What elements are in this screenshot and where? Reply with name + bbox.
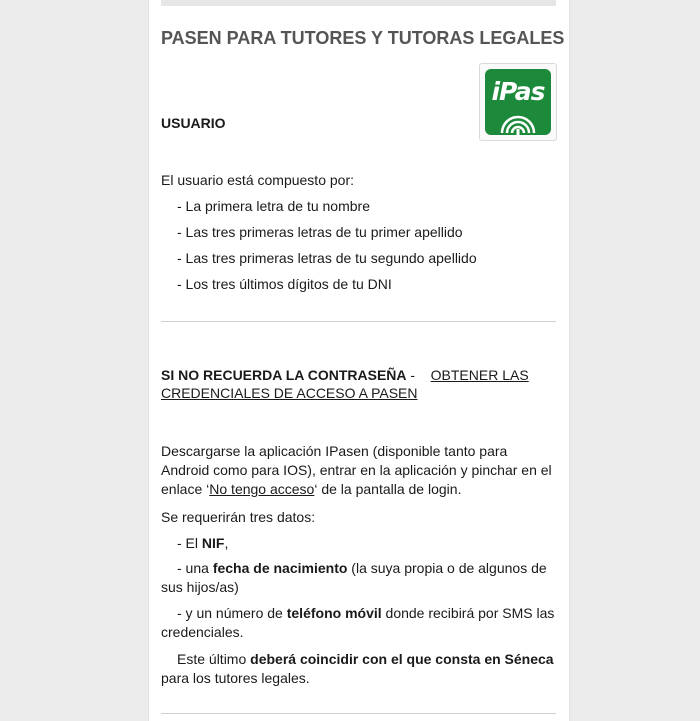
requirement-birthdate	[161, 559, 556, 597]
instructions-text: Descargarse la aplicación IPasen (disponible tanto para Android como para IOS), entrar en la aplicación y pinchar en el enlace ‘	[161, 443, 552, 497]
seneca-prefix: Este último	[177, 651, 251, 667]
fecha-prefix: - una	[177, 560, 213, 576]
usuario-intro: El usuario está compuesto por:	[161, 172, 354, 188]
fecha-suffix: (la suya propia o de algunos de sus hijos/as)	[161, 560, 547, 595]
tel-prefix: - y un número de	[177, 605, 287, 621]
nif-bold: NIF	[201, 535, 225, 551]
no-tengo-acceso-link[interactable]: No tengo acceso	[209, 481, 315, 497]
password-heading	[161, 366, 556, 402]
top-bar	[161, 0, 556, 6]
seneca-bold: deberá coincidir con el que consta en Séneca	[250, 651, 554, 667]
obtain-credentials-link[interactable]: OBTENER LAS CREDENCIALES DE ACCESO A PASEN	[161, 367, 529, 401]
logo-text: iPas	[491, 77, 545, 106]
heading-separator: -	[406, 367, 419, 383]
seneca-note	[161, 650, 556, 688]
requirement-phone	[161, 604, 556, 642]
seneca-suffix: para los tutores legales.	[161, 670, 310, 686]
list-item: - Las tres primeras letras de tu primer apellido	[177, 224, 463, 240]
requirement-nif	[161, 534, 570, 553]
download-instructions	[161, 442, 556, 499]
nif-suffix: ,	[224, 535, 229, 551]
ipasen-app-icon	[485, 69, 551, 135]
list-item: - La primera letra de tu nombre	[177, 198, 370, 214]
divider	[161, 713, 556, 714]
list-item: - Los tres últimos dígitos de tu DNI	[177, 276, 392, 292]
requirements-intro: Se requerirán tres datos:	[161, 509, 316, 525]
ipasen-logo[interactable]	[479, 63, 557, 141]
divider	[161, 321, 556, 322]
content-card	[148, 0, 570, 721]
usuario-requirements-list	[161, 198, 477, 302]
tel-bold: teléfono móvil	[286, 605, 382, 621]
list-item: - Las tres primeras letras de tu segundo apellido	[177, 250, 477, 266]
nif-prefix: - El	[177, 535, 202, 551]
fecha-bold: fecha de nacimiento	[212, 560, 348, 576]
usuario-heading: USUARIO	[161, 115, 226, 131]
instructions-text-end: ‘ de la pantalla de login.	[314, 481, 462, 497]
tel-suffix: donde recibirá por SMS las credenciales.	[161, 605, 555, 640]
page-title: PASEN PARA TUTORES Y TUTORAS LEGALES	[161, 28, 565, 48]
password-heading-bold: SI NO RECUERDA LA CONTRASEÑA	[161, 367, 407, 383]
signal-wave-icon	[498, 111, 538, 135]
